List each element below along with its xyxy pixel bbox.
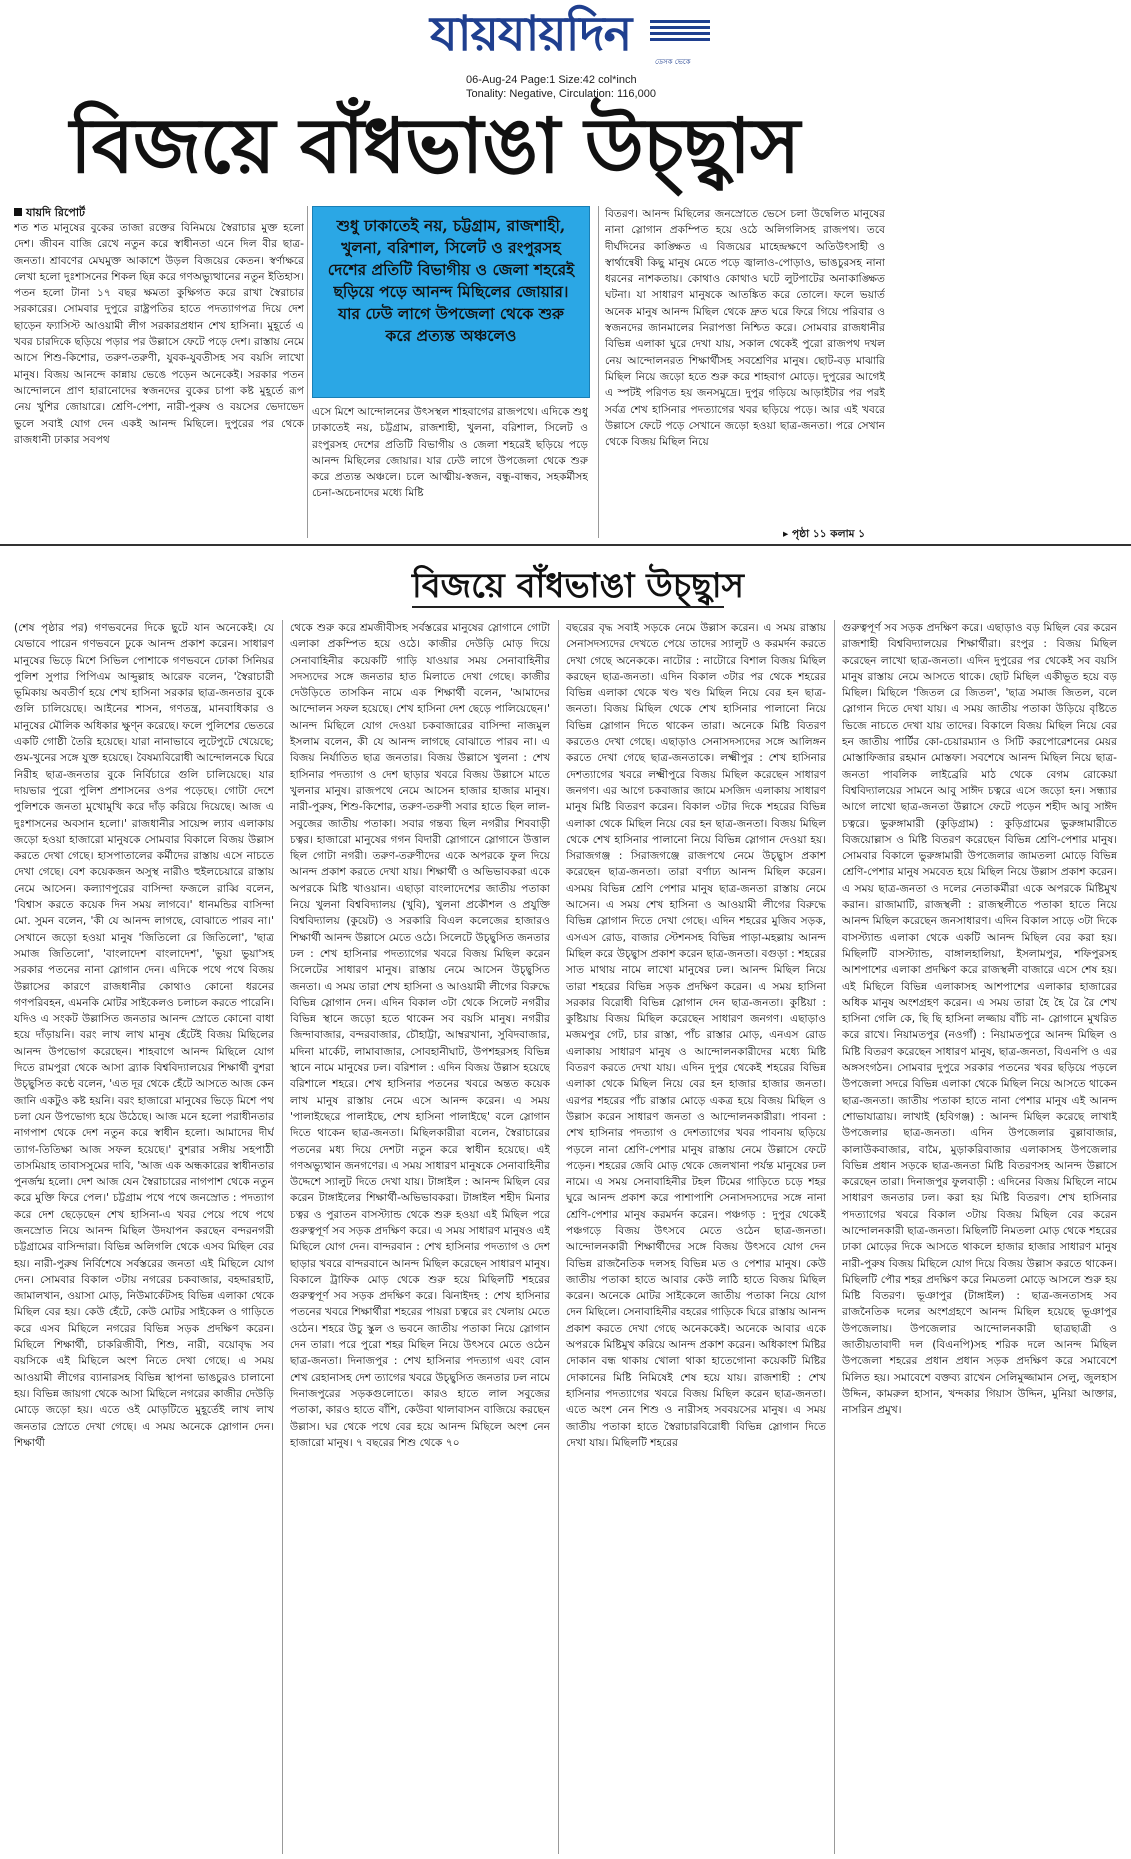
front-col2-text: এসে মিশে আন্দোলনের উৎসস্থল শাহবাগের রাজপথে। এদিকে শুধু ঢাকাতেই নয়, চট্টগ্রাম, রাজশাহী, খুলনা, বরিশাল, সিলেট ও রংপুরসহ দেশের প্রতিটি বিভাগীয় ও জেলা শহরেই ছড়িয়ে পড়ে আনন্দ মিছিলের জোয়ার। যার ঢেউ লাগে উপজেলা থেকে শুরু করে প্রত্যন্ত অঞ্চলে। চলে আত্মীয়-স্বজন, বন্ধু-বান্ধব, সহকর্মীসহ চেনা-অচেনাদের মধ্যে মিষ্টি xyxy=(312,406,588,500)
column-rule xyxy=(282,620,283,1854)
section-divider xyxy=(0,544,1131,546)
continuation-column-4 xyxy=(842,620,1117,1854)
continuation-column-3 xyxy=(566,620,826,1854)
cont-col3-text: বছরের বৃদ্ধ সবাই সড়কে নেমে উল্লাস করেন। এ সময় রাস্তায় সেনাসদস্যদের দেখতে পেয়ে তাদের স্যালুট ও করমর্দন করতে দেখা গেছে অনেককে। নাটোর : নাটোরে বিশাল বিজয় মিছিল করছেন ছাত্র-জনতা। এদিন বিকাল ৩টার পর থেকে শহরের বিভিন্ন এলাকা থেকে খণ্ড খণ্ড মিছিল নিয়ে বের হন ছাত্র-জনতা। বিজয় মিছিল থেকে শেখ হাসিনার পালানো নিয়ে বিভিন্ন স্লোগান দিতে থাকেন তারা। অনেকে মিষ্টি বিতরণ করতেও দেখা গেছে। এছাড়াও সেনাসদস্যদের সঙ্গে আলিঙ্গন করতে দেখা গেছে ছাত্র-জনতাকে। লক্ষ্মীপুর : শেখ হাসিনার দেশত্যাগের খবরে লক্ষ্মীপুরে বিজয় মিছিল করেছেন সাধারণ জনগণ। এর আগে চকবাজার জামে মসজিদ এলাকায় সাধারণ মানুষ মিষ্টি বিতরণ করেন। বিকাল ৩টার দিকে শহরের বিভিন্ন এলাকা থেকে মিছিল নিয়ে বের হন ছাত্র-জনতা। বিজয় মিছিল থেকে শেখ হাসিনার পালানো নিয়ে বিভিন্ন স্লোগান দেওয়া হয়। সিরাজগঞ্জ : সিরাজগঞ্জে রাজপথে নেমে উচ্ছ্বাস প্রকাশ করেছেন ছাত্র-জনতা। তারা বর্ণাঢ্য আনন্দ মিছিল করেন। এসময় বিভিন্ন শ্রেণি পেশার মানুষ ছাত্র-জনতা রাস্তায় নেমে আসেন। এ সময় শেখ হাসিনা ও আওয়ামী লীগের বিরুদ্ধে বিভিন্ন স্লোগান দিতে দেখা গেছে। এদিন শহরের মুজিব সড়ক, এসএস রোড, বাজার স্টেশনসহ বিভিন্ন পাড়া-মহল্লায় আনন্দ মিছিল করে উচ্ছ্বাস প্রকাশ করেন ছাত্র-জনতা। বগুড়া : শহরের সাত মাথায় নামে লাখো মানুষের ঢল। আনন্দ মিছিল নিয়ে তারা শহরের বিভিন্ন সড়ক প্রদক্ষিণ করেন। এ সময় হাসিনা সরকার বিরোধী বিভিন্ন স্লোগান দেন ছাত্র-জনতা। কুষ্টিয়া : কুষ্টিয়ায় বিজয় মিছিল করেছেন সাধারণ জনগণ। এছাড়াও মজমপুর গেট, চার রাস্তা, পাঁচ রাস্তার মোড়, এনএস রোড এলাকায় সাধারণ মানুষ ও আন্দোলনকারীদের মধ্যে মিষ্টি বিতরণ করতে দেখা যায়। এদিন দুপুর থেকেই শহরের বিভিন্ন এলাকা থেকে মিছিল নিয়ে বের হন হাজার হাজার জনতা। এরপর শহরের পাঁচ রাস্তার মোড়ে একত্র হয়ে বিজয় মিছিল ও উল্লাস করেন সাধারণ জনতা ও আন্দোলনকারীরা। পাবনা : শেখ হাসিনার পদত্যাগ ও দেশত্যাগের খবর পাবনায় ছড়িয়ে পড়লে নানা শ্রেণি-পেশার মানুষ রাস্তায় নেমে উল্লাসে ফেটে পড়েন। শহরের জেবি মোড় থেকে জেলখানা পর্যন্ত মানুষের ঢল নামে। এ সময় সেনাবাহিনীর টহল টিমের গাড়িতে চড়ে শহর ঘুরে আনন্দ প্রকাশ করে পাশাপাশি সেনাসদস্যদের সঙ্গে নানা শ্রেণি-পেশার মানুষ করমর্দন করেন। পঞ্চগড় : দুপুর থেকেই পঞ্চগড়ে বিজয় উৎসবে মেতে ওঠেন ছাত্র-জনতা। আন্দোলনকারী শিক্ষার্থীদের সঙ্গে বিজয় উৎসবে যোগ দেন বিভিন্ন রাজনৈতিক দলসহ বিভিন্ন মত ও পেশার মানুষ। কেউ জাতীয় পতাকা হাতে আবার কেউ লাঠি হাতে বিজয় মিছিল করেন। অনেকে মোটর সাইকেলে জাতীয় পতাকা নিয়ে যোগ দেন মিছিলে। সেনাবাহিনীর বহরের গাড়িকে ঘিরে রাস্তায় আনন্দ প্রকাশ করতে দেখা গেছে অনেককেই। অনেকে আবার একে অপরকে মিষ্টিমুখ করিয়ে আনন্দ প্রকাশ করেন। অধিকাংশ মিষ্টির দোকান বন্ধ থাকায় খোলা থাকা হাতেগোনা কয়েকটি মিষ্টির দোকানের মিষ্টি নিমিষেই শেষ হয়ে যায়। রাজশাহী : শেখ হাসিনার পদত্যাগের খবরে বিজয় মিছিল করেন ছাত্র-জনতা। এতে অংশ নেন শিশু ও নারীসহ সববয়সের মানুষ। এ সময় জাতীয় পতাকা হাতে স্বৈরাচারবিরোধী বিভিন্ন স্লোগান দিতে দেখা যায়। মিছিলটি শহরের xyxy=(566,622,826,1449)
continued-ref-text: পৃষ্ঠা ১১ কলাম ১ xyxy=(792,528,866,540)
cont-col1-text: (শেষ পৃষ্ঠার পর) গণভবনের দিকে ছুটে যান অনেকেই। যে যেভাবে পারেন গণভবনে ঢুকে আনন্দ প্রকাশ করেন। সাধারণ মানুষের ভিড়ে মিশে সিভিল পোশাকে গণভবনে ঢোকা সিনিয়র পুলিশ সুপার পিপিএম আব্দুল্লাহ আরেফ বলেন, 'স্বৈরাচারী ভূমিকায় অবতীর্ণ হয়ে শেখ হাসিনা সরকার ছাত্র-জনতার বুকে গুলি চালিয়েছে। আইনের শাসন, গণতন্ত্র, মানবাধিকার ও মানুষের মৌলিক অধিকার ক্ষুণ্ন করেছে। ফলে পুলিশের ভেতরে একটি গোষ্ঠী তৈরি হয়েছে। যারা নানাভাবে লুটেপুটে খেয়েছে; গুম-খুনের সঙ্গে যুক্ত হয়েছে। বৈষম্যবিরোধী আন্দোলনকে ঘিরে নিরীহ ছাত্র-জনতার বুকে নির্বিচারে গুলি চালিয়েছে। যার দায়ভার পুরো পুলিশ প্রশাসনের ওপর পড়েছে। গোটা দেশে পুলিশকে জনতা মুখোমুখি করে দাঁড় করিয়ে দিয়েছে। আজ এ দুঃশাসনের অবসান হলো।' রাজধানীর সায়েন্স ল্যাব এলাকায় জড়ো হওয়া হাজারো মানুষকে সোমবার বিকালে বিজয় উল্লাস করতে দেখা গেছে। হাসপাতালের কর্মীদের রাস্তায় এসে নাচতে দেখা গেছে। বেশ কয়েকজন অসুস্থ নারীও হুইলচেয়ারে রাস্তায় নেমে আসেন। কল্যাণপুরের বাসিন্দা ফজলে রাব্বি বলেন, 'বিশ্বাস করতে কয়েক দিন সময় লাগবে।' ধানমন্ডির বাসিন্দা মো. সুমন বলেন, 'কী যে আনন্দ লাগছে, বোঝাতে পারব না।' সেখানে জড়ো হওয়া মানুষ 'জিতিলো রে জিতিলো', 'ছাত্র সমাজ জিতিলো', 'বাংলাদেশ বাংলাদেশ', 'ভুয়া ভুয়া'সহ সরকার পতনের নানা স্লোগান দেন। এদিকে পথে পথে বিজয় উল্লাসের কারণে রাজধানীর কোথাও কোনো ধরনের গণপরিবহন, এমনকি মোটর সাইকেলও চলাচল করতে পারেনি। যদিও এ সংকট উল্লাসিত জনতার আনন্দ স্রোতে কোনো বাধা হয়ে দাঁড়ায়নি। বরং লাখ লাখ মানুষ হেঁটেই বিজয় মিছিলের আনন্দ উপভোগ করেছেন। শাহবাগে আনন্দ মিছিলে যোগ দিতে রামপুরা থেকে আসা ব্র্যাক বিশ্ববিদ্যালয়ের শিক্ষার্থী বুশরা উচ্ছ্বসিত কণ্ঠে বলেন, 'এত দূর থেকে হেঁটে আসতে আজ কেন জানি একটুও কষ্ট হয়নি। বরং হাজারো মানুষের ভিড়ে মিশে পথ চলা যেন উপভোগ্য হয়ে উঠেছে। আজ মনে হলো পরাধীনতার নাগপাশ থেকে দেশ নতুন করে স্বাধীন হলো। আমাদের দীর্ঘ ত্যাগ-তিতিক্ষা আজ সফল হয়েছে।' বুশরার সঙ্গীয় সহপাঠী তাসমিয়াহ তাবাসসুমের দাবি, 'আজ এক অন্ধকারের স্বাধীনতার পুনর্জন্ম হলো। দেশ আজ যেন স্বৈরাচারের নাগপাশ থেকে নতুন করে মুক্তি ফিরে পেল।' চট্টগ্রাম পথে পথে জনস্রোত : পদত্যাগ করে দেশ ছেড়েছেন শেখ হাসিনা-এ খবর পেয়ে পথে পথে জনস্রোত নিয়ে আনন্দ মিছিল উদযাপন করছেন বন্দরনগরী চট্টগ্রামের বাসিন্দারা। বিভিন্ন অলিগলি থেকে এসব মিছিল বের হয়। নারী-পুরুষ নির্বিশেষে সর্বস্তরের জনতা এই মিছিলে যোগ দেন। সোমবার বিকাল ৩টায় নগরের চকবাজার, বহদ্দারহাট, জামালখান, ওয়াসা মোড়, নিউমার্কেটসহ বিভিন্ন এলাকা থেকে মিছিল বের হয়। কেউ হেঁটে, কেউ মোটর সাইকেল ও গাড়িতে করে এসব মিছিলে নগরের বিভিন্ন সড়ক প্রদক্ষিণ করেন। মিছিলে শিক্ষার্থী, চাকরিজীবী, শিশু, নারী, বয়োবৃদ্ধ সব বয়সিকে এই মিছিলে অংশ নিতে দেখা গেছে। এ সময় আওয়ামী লীগের ব্যানারসহ বিভিন্ন স্থাপনা ভাঙচুরও চালানো হয়। বিভিন্ন জায়গা থেকে আসা মিছিলে নগরের কাজীর দেউড়ি মোড়ে জড়ো হয়। এতে ওই মোড়টিতে মুহূর্তেই লাখ লাখ জনতার স্রোতে দেখা গেছে। এ সময় অনেকে স্লোগান দেন। শিক্ষার্থী xyxy=(14,622,274,1449)
cont-col2-text: থেকে শুরু করে শ্রমজীবীসহ সর্বস্তরের মানুষের স্লোগানে গোটা এলাকা প্রকম্পিত হয়ে ওঠে। কাজীর দেউড়ি মোড় দিয়ে সেনাবাহিনীর কয়েকটি গাড়ি যাওয়ার সময় সেনাবাহিনীর সদস্যদের সঙ্গে জনতার হাত মিলাতে দেখা গেছে। কাজীর দেউড়িতে তাসকিন নামে এক শিক্ষার্থী বলেন, 'আমাদের আন্দোলন সফল হয়েছে। শেখ হাসিনা দেশ ছেড়ে পালিয়েছেন।' আনন্দ মিছিলে যোগ দেওয়া চকবাজারের বাসিন্দা নাজমুল ইসলাম বলেন, কী যে আনন্দ লাগছে বোঝাতে পারব না। এ বিজয় নির্যাতিত ছাত্র জনতার। বিজয় উল্লাসে খুলনা : শেখ হাসিনার পদত্যাগ ও দেশ ছাড়ার খবরে বিজয় উল্লাসে মাতে খুলনার মানুষ। রাজপথে নেমে আসেন হাজার হাজার মানুষ। নারী-পুরুষ, শিশু-কিশোর, তরুণ-তরুণী সবার হাতে ছিল লাল-সবুজের জাতীয় পতাকা। সবার গন্তব্য ছিল নগরীর শিববাড়ী চত্বর। হাজারো মানুষের গগন বিদারী স্লোগানে স্লোগানে উত্তাল ছিল গোটা নগরী। তরুণ-তরুণীদের একে অপরকে ফুল দিয়ে আনন্দ প্রকাশ করতে দেখা যায়। শিক্ষার্থী ও অভিভাবকরা একে অপরকে মিষ্টি খাওয়ান। এছাড়া বাংলাদেশের জাতীয় পতাকা নিয়ে খুলনা বিশ্ববিদ্যালয় (খুবি), খুলনা প্রকৌশল ও প্রযুক্তি বিশ্ববিদ্যালয় (কুয়েট) ও সরকারি বিএল কলেজের হাজারও শিক্ষার্থী আনন্দ উল্লাসে মেতে ওঠে। সিলেটে উচ্ছ্বসিত জনতার ঢল : শেখ হাসিনার পদত্যাগের খবরে বিজয় মিছিল করেন সিলেটের সাধারণ মানুষ। রাস্তায় নেমে আসেন উচ্ছ্বসিত জনতা। এ সময় তারা শেখ হাসিনা ও আওয়ামী লীগের বিরুদ্ধে বিভিন্ন স্লোগান দেন। এদিন বিকাল ৩টা থেকে সিলেট নগরীর বিভিন্ন স্থানে জড়ো হতে থাকেন সব বয়সি মানুষ। নগরীর জিন্দাবাজার, বন্দরবাজার, চৌহাট্টা, আম্বরখানা, সুবিদবাজার, মদিনা মার্কেট, লামাবাজার, সোবহানীঘাট, উপশহরসহ বিভিন্ন স্থানে নামে মানুষের ঢল। বরিশাল : এদিন বিজয় উল্লাস হয়েছে বরিশালে শহরে। শেখ হাসিনার পতনের খবরে অন্তত কয়েক লাখ মানুষ রাস্তায় নেমে এসে আনন্দ করেন। এ সময় 'পালাইছেরে পালাইছে, শেখ হাসিনা পালাইছে' বলে স্লোগান দিতে থাকেন ছাত্র-জনতা। মিছিলকারীরা বলেন, স্বৈরাচারের পতনের মধ্য দিয়ে দেশটা নতুন করে স্বাধীন হয়েছে। এই গণঅভ্যুত্থান জনগণের। এ সময় সাধারণ মানুষকে সেনাবাহিনীর উদ্দেশে স্যালুট দিতে দেখা যায়। টাঙ্গাইল : আনন্দ মিছিল বের করেন টাঙ্গাইলের শিক্ষার্থী-অভিভাবকরা। টাঙ্গাইল শহীদ মিনার চত্বর ও পুরাতন বাসস্ট্যান্ড থেকে শুরু হওয়া এই মিছিল পরে গুরুত্বপূর্ণ সব সড়ক প্রদক্ষিণ করে। এ সময় সাধারণ মানুষও এই মিছিলে যোগ দেন। বান্দরবান : শেখ হাসিনার পদত্যাগ ও দেশ ছাড়ার খবরে বান্দরবানে আনন্দ মিছিল করেছেন সাধারণ মানুষ। বিকালে ট্রাফিক মোড় থেকে শুরু হয়ে মিছিলটি শহরের গুরুত্বপূর্ণ সব সড়ক প্রদক্ষিণ করে। ঝিনাইদহ : শেখ হাসিনার পতনের খবরে শিক্ষার্থীরা শহরের পায়রা চত্বরে রং খেলায় মেতে ওঠেন। শহরে উচু স্কুল ও ভবনে জাতীয় পতাকা নিয়ে স্লোগান দেন তারা। পরে পুরো শহর মিছিল নিয়ে উৎসবে মেতে ওঠেন ছাত্র-জনতা। দিনাজপুর : শেখ হাসিনার পদত্যাগ এবং বোন শেখ রেহানাসহ দেশ ত্যাগের খবরে উচ্ছ্বসিত জনতার ঢল নামে দিনাজপুরের সড়কগুলোতে। কারও হাতে লাল সবুজের পতাকা, কারও হাতে বাঁশি, কেউবা থালাবাসন বাজিয়ে করছেন উল্লাস। ঘর থেকে পথে বের হয়ে আনন্দ মিছিলে অংশ নেন হাজারো মানুষ। ৭ বছরের শিশু থেকে ৭০ xyxy=(290,622,550,1449)
front-col1-text: শত শত মানুষের বুকের তাজা রক্তের বিনিময়ে স্বৈরাচার মুক্ত হলো দেশ। জীবন বাজি রেখে নতুন করে স্বাধীনতা এনে দিল বীর ছাত্র-জনতা। শ্রাবণের মেঘমুক্ত আকাশে উড়ল বিজয়ের কেতন। স্বর্ণাক্ষরে লেখা হলো দুঃশাসনের শিকল ছিন্ন করে গণঅভ্যুত্থানের নতুন ইতিহাস। পতন হলো টানা ১৭ বছর ক্ষমতা কুক্ষিগত করে রাখা স্বৈরাচার সরকারের। সোমবার দুপুরে রাষ্ট্রপতির হাতে পদত্যাগপত্র দিয়ে দেশ ছাড়েন ফ্যাসিস্ট আওয়ামী লীগ সরকারপ্রধান শেখ হাসিনা। মুহূর্তে এ খবর চারদিকে ছড়িয়ে পড়ার পর উল্লাসে ফেটে পড়ে দেশ। রাস্তায় নেমে আসে শিশু-কিশোর, তরুণ-তরুণী, যুবক-যুবতীসহ সব বয়সি লাখো মানুষ। বিজয় আনন্দে কান্নায় ভেঙে পড়েন অনেকেই। সরকার পতন আন্দোলনে প্রাণ হারানোদের স্বজনদের বুকের চাপা কষ্ট মুহূর্তে রূপ নেয় খুশির জোয়ারে। শ্রেণি-পেশা, নারী-পুরুষ ও বয়সের ভেদাভেদ ভুলে সবাই যোগ দেন একই আনন্দ মিছিলে। দুপুরের পর থেকে রাজধানী ঢাকার সবপথ xyxy=(14,222,304,446)
meta-tonality: Tonality: Negative, Circulation: 116,000 xyxy=(466,88,656,100)
front-column-3 xyxy=(605,206,885,524)
continuation-column-2 xyxy=(290,620,550,1854)
front-column-2 xyxy=(312,404,588,538)
column-rule xyxy=(834,620,835,1854)
cont-col4-text: গুরুত্বপূর্ণ সব সড়ক প্রদক্ষিণ করে। এছাড়াও বড় মিছিল বের করেন রাজশাহী বিশ্ববিদ্যালয়ের শিক্ষার্থীরা। রংপুর : বিজয় মিছিল করেছেন লাখো ছাত্র-জনতা। এদিন দুপুরের পর থেকেই সব বয়সি মানুষ রাস্তায় নেমে আসতে থাকে। ছোট মিছিল একীভূত হয়ে বড় মিছিল। মিছিলে 'জিতল রে জিতল', 'ছাত্র সমাজ জিতল, বলে স্লোগান দিতে দেখা যায়। এ সময় জাতীয় পতাকা উড়িয়ে বৃষ্টিতে ভিজে নাচতে দেখা যায় তাদের। বিকালে বিজয় মিছিল নিয়ে বের হন জাতীয় পার্টির কো-চেয়ারম্যান ও সিটি করপোরেশনের মেয়র মোস্তাফিজার রহমান মোস্তফা। সবশেষে আনন্দ মিছিল নিয়ে ছাত্র-জনতা পাবলিক লাইব্রেরি মাঠ থেকে বেগম রোকেয়া বিশ্ববিদ্যালয়ের সামনে আবু সাঈদ চত্বরে এসে জড়ো হন। সন্ধ্যার আগে লাখো ছাত্র-জনতা উল্লাসে ফেটে পড়েন শহীদ আবু সাঈদ চত্বরে। ভুরুঙ্গামারী (কুড়িগ্রাম) : কুড়িগ্রামের ভুরুঙ্গামারীতে বিজয়োল্লাস ও মিষ্টি বিতরণ করেছেন বিভিন্ন শ্রেণি-পেশার মানুষ। সোমবার বিকালে ভুরুঙ্গামারী উপজেলার জামতলা মোড়ে বিভিন্ন শ্রেণি-পেশার মানুষ সমবেত হয়ে মিছিল নিয়ে উল্লাস প্রকাশ করেন। এ সময় ছাত্র-জনতা ও দলের নেতাকর্মীরা একে অপরকে মিষ্টিমুখ করান। রাজামাটি, রাজস্থলী : রাজস্থলীতে পতাকা হাতে নিয়ে আনন্দ মিছিল করেছেন জনসাধারণ। এদিন বিকাল সাড়ে ৩টা দিকে বাসস্ট্যান্ড এলাকা থেকে একটি আনন্দ মিছিল বের করা হয়। মিছিলটি বাসস্ট্যান্ড, বাঙ্গালহালিয়া, ইসলামপুর, শফিপুরসহ আশপাশের এলাকা প্রদক্ষিণ করে রাজস্থলী বাজারে এসে শেষ হয়। এই মিছিলে বিভিন্ন এলাকাসহ আশপাশের এলাকার হাজারের অধিক মানুষ অংশগ্রহণ করেন। এ সময় তারা হৈ হৈ রৈ রৈ শেখ হাসিনা গেলি কে, ছি ছি হাসিনা লজ্জায় বাঁচি না- স্লোগানে মুখরিত করে রাখে। নিয়ামতপুর (নওগাঁ) : নিয়ামতপুরে আনন্দ মিছিল ও মিষ্টি বিতরণ করেছেন সাধারণ মানুষ, ছাত্র-জনতা, বিএনপি ও এর অঙ্গসংগঠন। সোমবার দুপুরে সরকার পতনের খবর ছড়িয়ে পড়লে উপজেলা সদরে বিভিন্ন এলাকা থেকে মিছিল নিয়ে আসতে থাকেন ছাত্র-জনতা। জাতীয় পতাকা হাতে নানা পেশার মানুষ এই আনন্দ শোভাযাত্রায়। লাখাই (হবিগঞ্জ) : আনন্দ মিছিল করেছে লাখাই উপজেলার ছাত্র-জনতা। এদিন উপজেলার বুল্লাবাজার, কালাউকবাজার, বামৈ, মুড়াকরিবাজার এলাকাসহ উপজেলার বিভিন্ন প্রধান সড়কে ছাত্র-জনতা মিষ্টি বিতরণসহ আনন্দ উল্লাসে করেছেন তারা। দিনাজপুর ফুলবাড়ী : এদিনের বিজয় মিছিলে নামে সাধারণ জনতার ঢল। করা হয় মিষ্টি বিতরণ। শেখ হাসিনার পদত্যাগের খবরে বিকাল ৩টায় বিজয় মিছিল বের করেন আন্দোলনকারী ছাত্র-জনতা। মিছিলটি নিমতলা মোড় থেকে শহরের ঢাকা মোড়ের দিকে আসতে থাকলে হাজার হাজার সাধারণ মানুষ নারী-পুরুষ বিজয় মিছিলে যোগ দিয়ে বিজয় উল্লাস করতে থাকেন। মিছিলটি পৌর শহর প্রদক্ষিণ করে নিমতলা মোড়ে আসলে শুরু হয় মিষ্টি বিতরণ। ভূঞাপুর (টাঙ্গাইল) : ছাত্র-জনতাসহ সব রাজনৈতিক দলের অংশগ্রহণে আনন্দ মিছিল হয়েছে ভূঞাপুর উপজেলায়। উপজেলার আন্দোলনকারী ছাত্রছাত্রী ও জাতীয়তাবাদী দল (বিএনপি)সহ শরিক দলে আনন্দ মিছিল উপজেলা শহরের প্রধান প্রধান সড়ক প্রদক্ষিণ করে সমাবেশে মিলিত হয়। সমাবেশে বক্তব্য রাখেন সেলিমুজ্জামান সেলু, জুলহাস উদ্দিন, কামরুল হাসান, খন্দকার গিয়াস উদ্দিন, মুনিয়া আক্তার, নাসরিন প্রমুখ। xyxy=(842,622,1117,1417)
front-col3-text: বিতরণ। আনন্দ মিছিলের জনস্রোতে ভেসে চলা উদ্বেলিত মানুষের নানা স্লোগান প্রকম্পিত হয়ে ওঠে অলিগলিসহ রাজপথ। তবে দীর্ঘদিনের কাঙ্ক্ষিত এ বিজয়ের মাহেন্দ্রক্ষণে অতিউৎসাহী ও স্বার্থান্বেষী কিছু মানুষ মেতে পড়ে জ্বালাও-পোড়াও, ভাঙচুরসহ নানা ধরনের নাশকতায়। কোথাও কোথাও ঘটে লুটপাটের অনাকাঙ্ক্ষিত ঘটনা। যা সাধারণ মানুষকে আতঙ্কিত করে তোলে। ফলে ভয়ার্ত অনেক মানুষ আনন্দ মিছিল থেকে দ্রুত ঘরে ফিরে গিয়ে পরিবার ও স্বজনদের জানমালের নিরাপত্তা নিশ্চিত করে। সোমবার রাজধানীর বিভিন্ন এলাকা ঘুরে দেখা যায়, সকাল থেকেই পুরো রাজপথ দখল নেয় আন্দোলনরত শিক্ষার্থীসহ সবশ্রেণির মানুষ। ছোট-বড় মাঝারি মিছিল নিয়ে জড়ো হতে শুরু করে শাহবাগ মোড়ে। দুপুরের আগেই এ স্পটই পরিণত হয় জনসমুদ্রে। দুপুর গড়িয়ে আড়াইটার পর পরই সর্বত্র শেখ হাসিনার পদত্যাগের খবর ছড়িয়ে পড়ে। আর এই খবরে উল্লাসে ফেটে পড়ে সেখানে জড়ো হওয়া ছাত্র-জনতা। পরে সেখান থেকে বিজয় মিছিল নিয়ে xyxy=(605,208,885,449)
main-headline: বিজয়ে বাঁধভাঙা উচ্ছ্বাস xyxy=(70,101,800,190)
meta-page-info: 06-Aug-24 Page:1 Size:42 col*inch xyxy=(466,74,637,86)
logo-stripes xyxy=(650,20,710,50)
masthead xyxy=(0,0,1131,72)
logo-tagline: ডেসক ভেকে xyxy=(655,58,691,66)
front-column-1 xyxy=(14,220,304,538)
column-rule xyxy=(558,620,559,1854)
clipping-meta xyxy=(466,73,656,101)
newspaper-logo: যায়যায়দিন xyxy=(430,6,632,62)
continuation-column-1 xyxy=(14,620,274,1854)
continued-ref: ▸ পৃষ্ঠা ১১ কলাম ১ xyxy=(783,528,866,540)
headline-underline xyxy=(412,606,724,608)
highlight-text: শুধু ঢাকাতেই নয়, চট্টগ্রাম, রাজশাহী, খুলনা, বরিশাল, সিলেট ও রংপুরসহ দেশের প্রতিটি বিভাগীয় ও জেলা শহরেই ছড়িয়ে পড়ে আনন্দ মিছিলের জোয়ার। যার ঢেউ লাগে উপজেলা থেকে শুরু করে প্রত্যন্ত অঞ্চলেও xyxy=(327,216,575,345)
continuation-headline: বিজয়ে বাঁধভাঙা উচ্ছ্বাস xyxy=(412,566,745,606)
byline: যায়দি রিপোর্ট xyxy=(14,204,85,223)
column-rule xyxy=(598,206,599,538)
column-rule xyxy=(307,206,308,538)
highlight-box xyxy=(312,206,590,398)
